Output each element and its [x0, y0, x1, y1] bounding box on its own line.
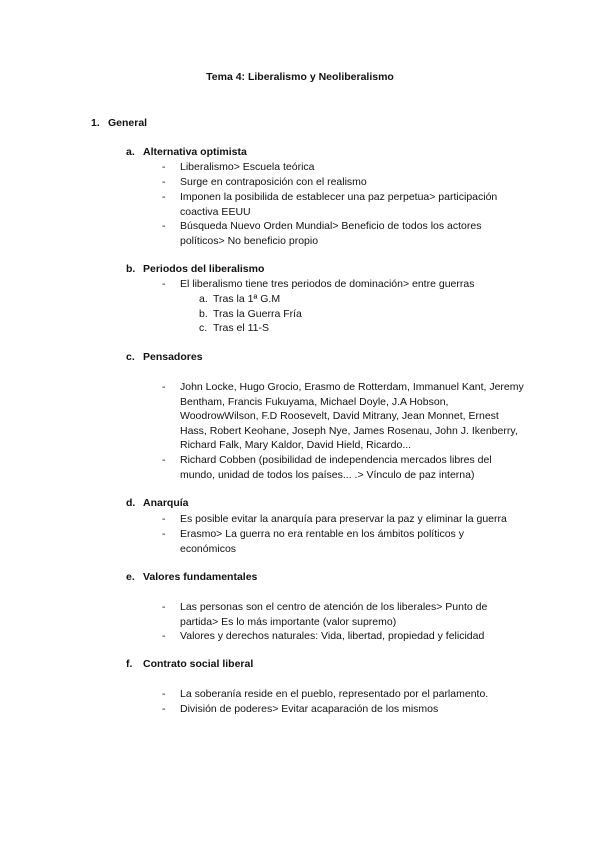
- document-title: Tema 4: Liberalismo y Neoliberalismo: [206, 71, 394, 83]
- subsection-letter: a.: [126, 146, 135, 158]
- subsection-title: Pensadores: [143, 351, 203, 363]
- document-page: Tema 4: Liberalismo y Neoliberalismo 1. General a. Alternativa optimista - Liberalismo> Escuela teórica - Surge en contraposición con el realismo - Imponen la posibilida de establecer una paz perpetua> participación coactiva EEUU - Búsqueda Nuevo Orden Mundial> Beneficio de todos los actores políticos> No beneficio propio b. Periodos del liberalismo - El liberalismo tiene tres periodos de dominación> entre guerras a. Tras la 1ª G.M b. Tras la Guerra Fría c. Tras el 11-S c. Pensadores - John Locke, Hugo Grocio, Erasmo de Rotterdam, Immanuel Kant, Jeremy Bentham, Francis Fukuyama, Michael Doyle, J.A Hobson, WoodrowWilson, F.D Roosevelt, David Mitrany, Jean Monnet, Ernest Hass, Robert Keohane, Joseph Nye, James Rosenau, John J. Ikenberry, Richard Falk, Mary Kaldor, David Hield, Ricardo... - Richard Cobben (posibilidad de independencia mercados libres del mundo, unidad de todos los países... .> Vínculo de paz interna) d. Anarquía - Es posible evitar la anarquía para preservar la paz y eliminar la guerra - Erasmo> La guerra no era rentable en los ámbitos políticos y económicos e. Valores fundamentales - Las personas son el centro de atención de los liberales> Punto de partida> Es lo más importante (valor supremo) - Valores y derechos naturales: Vida, libertad, propiedad y felicidad f. Contrato social liberal - La soberanía reside en el pueblo, representado por el parlamento. - División de poderes> Evitar acaparación de los mismos: [0, 0, 600, 848]
- subsection-letter: d.: [126, 497, 136, 509]
- subsection-letter: e.: [126, 571, 135, 583]
- section-title: General: [108, 117, 148, 129]
- subsection-title: Contrato social liberal: [143, 658, 254, 670]
- subsection-letter: f.: [126, 658, 133, 670]
- subsection-title: Alternativa optimista: [143, 146, 247, 158]
- subsection-title: Valores fundamentales: [143, 571, 258, 583]
- subsection-letter: b.: [126, 263, 136, 275]
- subsection-title: Periodos del liberalismo: [143, 263, 265, 275]
- subsection-letter: c.: [126, 351, 135, 363]
- section-number: 1.: [91, 117, 100, 129]
- subsection-title: Anarquía: [143, 497, 189, 509]
